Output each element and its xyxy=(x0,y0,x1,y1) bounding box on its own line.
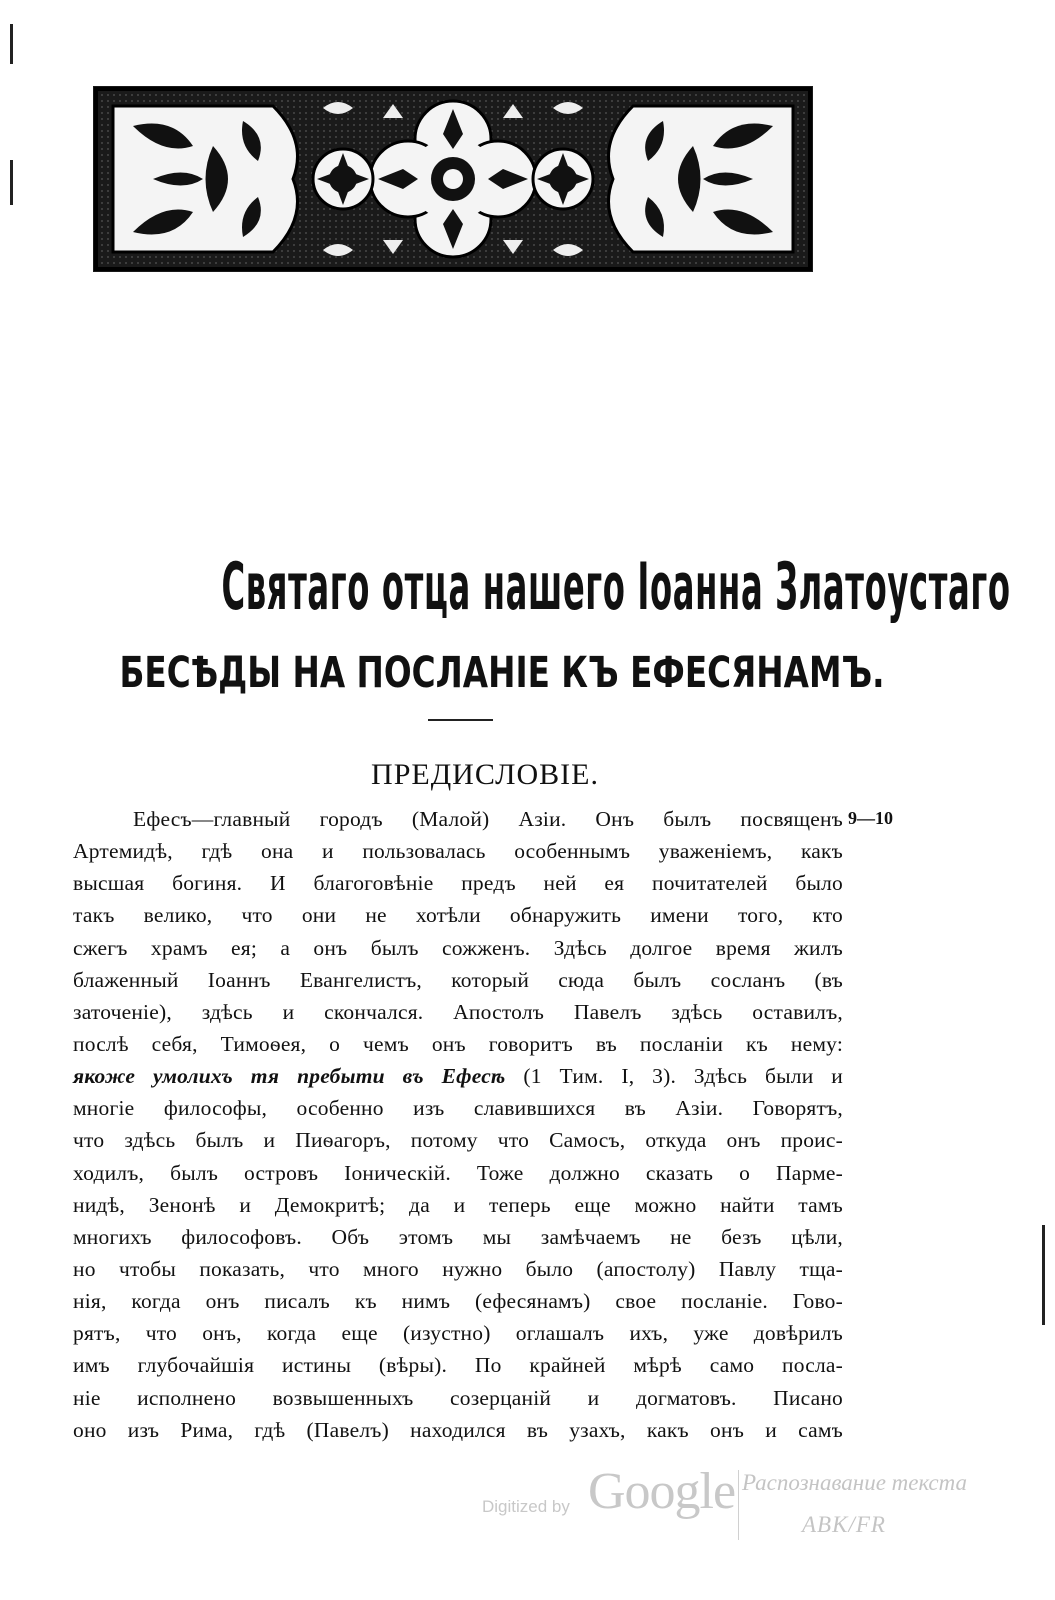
document-title: Святаго отца нашего Іоанна Златоустаго xyxy=(221,550,1011,625)
watermark-ocr-text: Распознавание текста xyxy=(742,1470,967,1495)
text-line xyxy=(73,1060,843,1092)
text-line xyxy=(73,1028,843,1060)
watermark-digitized: Digitized by xyxy=(482,1497,570,1516)
text-line xyxy=(73,1382,843,1414)
text-span: (1 Тим. I, 3). Здѣсь были и xyxy=(505,1064,844,1089)
text-line xyxy=(73,996,843,1028)
text-line xyxy=(73,1414,843,1446)
text-line xyxy=(73,932,843,964)
watermark-ocr-credit: ABK/FR xyxy=(802,1512,886,1537)
text-span: нидѣ, Зенонѣ и Демокритѣ; да и теперь еще можно найти тамъ xyxy=(73,1192,843,1217)
scan-edge-mark xyxy=(10,160,13,205)
scripture-quote: якоже умолихъ тя пребыти въ Ефесѣ xyxy=(73,1064,506,1089)
text-span: заточеніе), здѣсь и скончался. Апостолъ Павелъ здѣсь оставилъ, xyxy=(73,999,843,1024)
text-span: ніе исполнено возвышенныхъ созерцаній и догматовъ. Писано xyxy=(73,1385,843,1410)
text-span: такъ велико, что они не хотѣли обнаружить имени того, кто xyxy=(73,903,843,928)
text-span: оно изъ Рима, гдѣ (Павелъ) находился въ узахъ, какъ онъ и самъ xyxy=(73,1417,843,1442)
text-span: но чтобы показать, что много нужно было (апостолу) Павлу тща- xyxy=(73,1256,843,1281)
text-span: ходилъ, былъ островъ Іоническій. Тоже должно сказать о Парме- xyxy=(73,1160,843,1185)
text-span: что здѣсь былъ и Пиѳагоръ, потому что Самосъ, откуда онъ проис- xyxy=(73,1128,843,1153)
text-line xyxy=(73,964,843,996)
body-paragraph xyxy=(73,803,843,1446)
text-line xyxy=(73,899,843,931)
text-span: послѣ себя, Тимоѳея, о чемъ онъ говоритъ въ посланіи къ нему: xyxy=(73,1031,843,1056)
title-divider xyxy=(428,719,493,721)
watermark-google-logo: Google xyxy=(588,1463,736,1520)
text-line xyxy=(73,1221,843,1253)
text-line xyxy=(73,803,843,835)
text-line xyxy=(73,1317,843,1349)
text-line xyxy=(73,867,843,899)
scan-edge-mark xyxy=(1042,1225,1045,1325)
text-line xyxy=(73,1092,843,1124)
text-line xyxy=(73,835,843,867)
text-span: сжегъ храмъ ея; а онъ былъ сожженъ. Здѣсь долгое время жилъ xyxy=(73,935,843,960)
text-span: многіе философы, особенно изъ славившихся въ Азіи. Говорятъ, xyxy=(73,1096,843,1121)
text-span: высшая богиня. И благоговѣніе предъ ней ея почитателей было xyxy=(73,871,843,896)
text-line xyxy=(73,1253,843,1285)
text-line xyxy=(73,1124,843,1156)
text-line xyxy=(73,1189,843,1221)
text-span: рятъ, что онъ, когда еще (изустно) оглашалъ ихъ, уже довѣрилъ xyxy=(73,1321,843,1346)
watermark-divider xyxy=(738,1470,739,1540)
text-span: блаженный Іоаннъ Евангелистъ, который сюда былъ сосланъ (въ xyxy=(73,967,843,992)
text-span: Артемидѣ, гдѣ она и пользовалась особеннымъ уваженіемъ, какъ xyxy=(73,839,843,864)
text-span: нія, когда онъ писалъ къ нимъ (ефесянамъ) свое посланіе. Гово- xyxy=(73,1289,843,1314)
ornamental-headpiece xyxy=(93,86,813,272)
text-line xyxy=(73,1349,843,1381)
text-line xyxy=(73,1157,843,1189)
document-subtitle: БЕСѢДЫ НА ПОСЛАНІЕ КЪ ЕФЕСЯНАМЪ. xyxy=(119,648,885,698)
section-heading: ПРЕДИСЛОВІЕ. xyxy=(371,758,599,791)
text-span: многихъ философовъ. Объ этомъ мы замѣчаемъ не безъ цѣли, xyxy=(73,1224,843,1249)
text-span: имъ глубочайшія истины (вѣры). По крайней мѣрѣ само посла- xyxy=(73,1353,843,1378)
margin-note: 9—10 xyxy=(848,808,893,828)
text-line xyxy=(73,1285,843,1317)
scan-edge-mark xyxy=(10,24,13,64)
text-span: Ефесъ—главный городъ (Малой) Азіи. Онъ былъ посвященъ xyxy=(133,807,843,831)
